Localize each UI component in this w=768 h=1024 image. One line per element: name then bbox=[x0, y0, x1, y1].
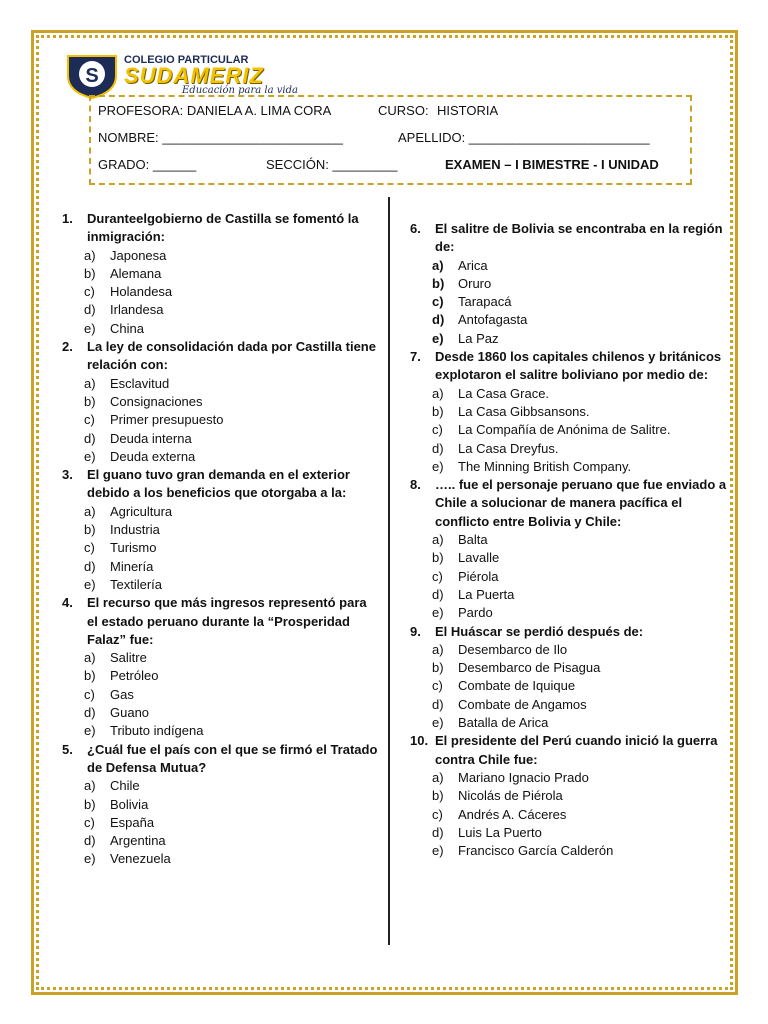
option-text: Turismo bbox=[110, 540, 157, 556]
question-text: ….. fue el personaje peruano que fue enviado a Chile a solucionar de manera pacífica el conflicto entre Bolivia y Chile: bbox=[435, 477, 727, 529]
option-letter: a) bbox=[84, 503, 96, 519]
option-letter: c) bbox=[84, 540, 95, 556]
answer-option bbox=[410, 604, 728, 622]
option-letter: c) bbox=[432, 294, 444, 310]
school-motto: Educación para la vida bbox=[182, 85, 298, 96]
question-number: 9. bbox=[410, 623, 421, 639]
answer-option bbox=[410, 696, 728, 714]
answer-option bbox=[410, 568, 728, 586]
answer-option bbox=[410, 257, 728, 275]
option-text: La Casa Grace. bbox=[458, 385, 550, 401]
option-letter: b) bbox=[432, 788, 444, 804]
option-letter: d) bbox=[432, 696, 444, 712]
answer-option bbox=[410, 531, 728, 549]
answer-option bbox=[62, 521, 380, 539]
option-letter: e) bbox=[84, 448, 96, 464]
answer-option bbox=[410, 293, 728, 311]
answer-option bbox=[410, 440, 728, 458]
option-text: Combate de Iquique bbox=[458, 678, 576, 694]
question-text: El Huáscar se perdió después de: bbox=[435, 623, 644, 639]
answer-option bbox=[62, 814, 380, 832]
question-5 bbox=[62, 741, 380, 778]
option-letter: c) bbox=[84, 686, 95, 702]
column-divider bbox=[388, 197, 390, 945]
option-letter: a) bbox=[84, 375, 96, 391]
option-text: Combate de Angamos bbox=[458, 696, 587, 712]
answer-option bbox=[62, 448, 380, 466]
answer-option bbox=[62, 283, 380, 301]
question-2 bbox=[62, 338, 380, 375]
answer-option bbox=[62, 850, 380, 868]
question-number: 10. bbox=[410, 733, 429, 749]
option-text: Luis La Puerto bbox=[458, 824, 542, 840]
answer-option bbox=[410, 458, 728, 476]
option-letter: d) bbox=[84, 302, 96, 318]
option-letter: e) bbox=[84, 851, 96, 867]
answer-option bbox=[62, 686, 380, 704]
option-text: Andrés A. Cáceres bbox=[458, 806, 567, 822]
answer-option bbox=[410, 330, 728, 348]
option-letter: d) bbox=[84, 705, 96, 721]
questions-left-column bbox=[62, 210, 380, 869]
option-letter: e) bbox=[432, 605, 444, 621]
answer-option bbox=[62, 649, 380, 667]
answer-option bbox=[62, 375, 380, 393]
question-10 bbox=[410, 732, 728, 769]
answer-option bbox=[410, 769, 728, 787]
school-logo bbox=[64, 52, 324, 100]
option-text: Guano bbox=[110, 705, 150, 721]
option-letter: a) bbox=[432, 769, 444, 785]
answer-option bbox=[410, 549, 728, 567]
option-text: Salitre bbox=[110, 650, 147, 666]
section-field: SECCIÓN: _________ bbox=[266, 157, 398, 172]
option-text: Oruro bbox=[458, 275, 492, 291]
option-text: La Paz bbox=[458, 330, 499, 346]
question-number: 2. bbox=[62, 339, 73, 355]
option-letter: a) bbox=[432, 385, 444, 401]
answer-option bbox=[410, 787, 728, 805]
option-text: Antofagasta bbox=[458, 312, 528, 328]
question-1 bbox=[62, 210, 380, 247]
question-text: El presidente del Perú cuando inició la guerra contra Chile fue: bbox=[435, 733, 718, 767]
answer-option bbox=[62, 503, 380, 521]
option-letter: a) bbox=[432, 641, 444, 657]
shield-icon bbox=[64, 52, 120, 100]
option-letter: c) bbox=[432, 568, 443, 584]
option-letter: d) bbox=[432, 440, 444, 456]
option-letter: a) bbox=[432, 532, 444, 548]
option-text: Lavalle bbox=[458, 550, 500, 566]
option-letter: d) bbox=[432, 312, 445, 328]
answer-option bbox=[62, 704, 380, 722]
option-text: España bbox=[110, 814, 155, 830]
option-text: China bbox=[110, 320, 144, 336]
answer-option bbox=[410, 385, 728, 403]
answer-option bbox=[62, 301, 380, 319]
answer-option bbox=[410, 714, 728, 732]
option-text: La Casa Gibbsansons. bbox=[458, 403, 590, 419]
answer-option bbox=[62, 430, 380, 448]
question-6 bbox=[410, 220, 728, 257]
option-letter: b) bbox=[432, 275, 445, 291]
option-letter: a) bbox=[432, 257, 444, 273]
option-letter: d) bbox=[432, 586, 444, 602]
option-text: Pardo bbox=[458, 605, 493, 621]
option-letter: b) bbox=[84, 668, 96, 684]
option-letter: c) bbox=[432, 806, 443, 822]
option-text: Piérola bbox=[458, 568, 499, 584]
option-letter: e) bbox=[84, 723, 96, 739]
grade-field: GRADO: ______ bbox=[98, 157, 197, 172]
option-text: La Puerta bbox=[458, 586, 515, 602]
surname-field: APELLIDO: _________________________ bbox=[398, 130, 650, 145]
option-text: Japonesa bbox=[110, 247, 167, 263]
option-text: Agricultura bbox=[110, 503, 173, 519]
option-letter: e) bbox=[432, 330, 444, 346]
option-text: Textilería bbox=[110, 576, 163, 592]
answer-option bbox=[410, 842, 728, 860]
question-text: La ley de consolidación dada por Castilla tiene relación con: bbox=[87, 339, 376, 373]
question-4 bbox=[62, 594, 380, 649]
option-text: Arica bbox=[458, 257, 488, 273]
answer-option bbox=[62, 777, 380, 795]
answer-option bbox=[410, 403, 728, 421]
option-text: Minería bbox=[110, 558, 154, 574]
question-8 bbox=[410, 476, 728, 531]
option-text: Deuda externa bbox=[110, 448, 196, 464]
option-letter: c) bbox=[432, 678, 443, 694]
answer-option bbox=[62, 558, 380, 576]
question-text: ¿Cuál fue el país con el que se firmó el Tratado de Defensa Mutua? bbox=[87, 741, 378, 775]
question-7 bbox=[410, 348, 728, 385]
option-text: Alemana bbox=[110, 265, 162, 281]
option-text: Tarapacá bbox=[458, 294, 512, 310]
question-text: El guano tuvo gran demanda en el exterior debido a los beneficios que otorgaba a la: bbox=[87, 467, 350, 501]
question-number: 1. bbox=[62, 211, 73, 226]
svg-text:S: S bbox=[85, 65, 99, 87]
option-letter: b) bbox=[84, 796, 96, 812]
option-letter: a) bbox=[84, 247, 96, 263]
option-letter: e) bbox=[432, 715, 444, 731]
option-text: Deuda interna bbox=[110, 430, 192, 446]
option-text: Consignaciones bbox=[110, 393, 203, 409]
option-letter: b) bbox=[84, 522, 96, 538]
answer-option bbox=[410, 641, 728, 659]
option-text: Batalla de Arica bbox=[458, 715, 549, 731]
option-letter: d) bbox=[432, 824, 444, 840]
option-letter: c) bbox=[84, 412, 95, 428]
option-letter: c) bbox=[84, 814, 95, 830]
answer-option bbox=[410, 824, 728, 842]
answer-option bbox=[410, 275, 728, 293]
school-top-label: COLEGIO PARTICULAR bbox=[124, 54, 249, 66]
question-9 bbox=[410, 623, 728, 641]
option-text: The Minning British Company. bbox=[458, 458, 632, 474]
question-number: 4. bbox=[62, 595, 73, 611]
answer-option bbox=[62, 576, 380, 594]
option-letter: d) bbox=[84, 558, 96, 574]
option-text: Primer presupuesto bbox=[110, 412, 224, 428]
option-text: La Compañía de Anónima de Salitre. bbox=[458, 422, 671, 438]
question-text: Desde 1860 los capitales chilenos y británicos explotaron el salitre boliviano por medio de: bbox=[435, 349, 722, 383]
question-text: El salitre de Bolivia se encontraba en la región de: bbox=[435, 221, 723, 255]
answer-option bbox=[410, 421, 728, 439]
question-number: 5. bbox=[62, 741, 73, 757]
option-text: Chile bbox=[110, 778, 140, 794]
questions-right-column bbox=[410, 220, 728, 860]
question-number: 3. bbox=[62, 467, 73, 483]
question-text: El recurso que más ingresos representó para el estado peruano durante la “Prosperidad Falaz” fue: bbox=[87, 595, 367, 647]
answer-option bbox=[410, 677, 728, 695]
option-text: Irlandesa bbox=[110, 302, 164, 318]
option-text: Nicolás de Piérola bbox=[458, 788, 563, 804]
question-number: 7. bbox=[410, 349, 421, 365]
school-name: SUDAMERIZ bbox=[124, 63, 264, 88]
option-letter: d) bbox=[84, 833, 96, 849]
option-text: Desembarco de Ilo bbox=[458, 641, 568, 657]
answer-option bbox=[62, 247, 380, 265]
option-letter: a) bbox=[84, 650, 96, 666]
answer-option bbox=[62, 722, 380, 740]
answer-option bbox=[62, 393, 380, 411]
option-text: Venezuela bbox=[110, 851, 171, 867]
option-letter: c) bbox=[432, 422, 443, 438]
option-letter: e) bbox=[84, 576, 96, 592]
option-letter: b) bbox=[432, 660, 444, 676]
option-text: Argentina bbox=[110, 833, 166, 849]
question-text: Duranteelgobierno de Castilla se fomentó la inmigración: bbox=[87, 211, 359, 245]
option-text: La Casa Dreyfus. bbox=[458, 440, 559, 456]
option-text: Bolivia bbox=[110, 796, 149, 812]
question-3 bbox=[62, 466, 380, 503]
teacher-label: PROFESORA: DANIELA A. LIMA CORA bbox=[98, 103, 332, 118]
option-text: Tributo indígena bbox=[110, 723, 204, 739]
option-letter: b) bbox=[84, 265, 96, 281]
answer-option bbox=[62, 832, 380, 850]
answer-option bbox=[62, 667, 380, 685]
exam-title: EXAMEN – I BIMESTRE - I UNIDAD bbox=[445, 157, 659, 172]
option-text: Industria bbox=[110, 522, 160, 538]
course-label: CURSO: bbox=[378, 103, 429, 118]
option-letter: b) bbox=[84, 393, 96, 409]
option-text: Petróleo bbox=[110, 668, 159, 684]
option-letter: e) bbox=[84, 320, 96, 336]
option-text: Desembarco de Pisagua bbox=[458, 660, 601, 676]
name-field: NOMBRE: _________________________ bbox=[98, 130, 344, 145]
option-letter: b) bbox=[432, 550, 444, 566]
option-text: Francisco García Calderón bbox=[458, 843, 614, 859]
option-letter: c) bbox=[84, 284, 95, 300]
answer-option bbox=[410, 586, 728, 604]
answer-option bbox=[410, 311, 728, 329]
option-letter: e) bbox=[432, 843, 444, 859]
option-text: Mariano Ignacio Prado bbox=[458, 769, 589, 785]
option-letter: e) bbox=[432, 458, 444, 474]
option-text: Balta bbox=[458, 532, 488, 548]
answer-option bbox=[62, 320, 380, 338]
option-letter: a) bbox=[84, 778, 96, 794]
option-letter: b) bbox=[432, 403, 444, 419]
option-text: Holandesa bbox=[110, 284, 173, 300]
question-number: 6. bbox=[410, 221, 421, 236]
answer-option bbox=[62, 796, 380, 814]
answer-option bbox=[410, 659, 728, 677]
option-text: Gas bbox=[110, 686, 134, 702]
option-text: Esclavitud bbox=[110, 375, 170, 391]
answer-option bbox=[62, 411, 380, 429]
answer-option bbox=[410, 806, 728, 824]
course-value: HISTORIA bbox=[437, 103, 499, 118]
answer-option bbox=[62, 539, 380, 557]
answer-option bbox=[62, 265, 380, 283]
option-letter: d) bbox=[84, 430, 96, 446]
question-number: 8. bbox=[410, 477, 421, 493]
